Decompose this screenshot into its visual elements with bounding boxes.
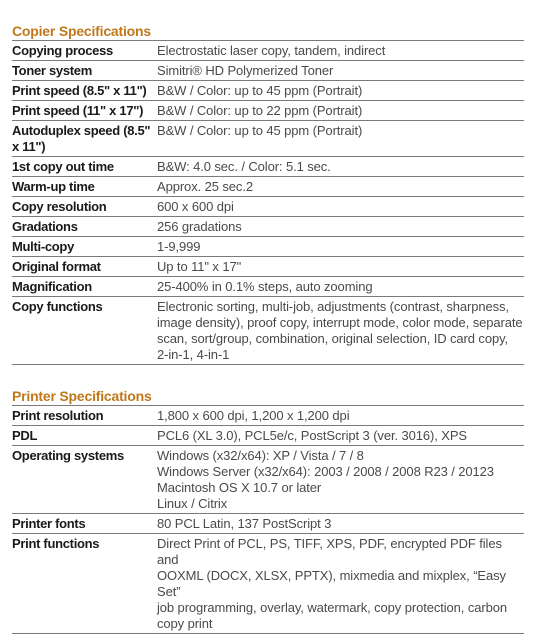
spec-label: Gradations (12, 219, 78, 234)
spec-value-line: 1-9,999 (157, 239, 201, 254)
spec-row-gradations (12, 217, 524, 237)
spec-value (157, 101, 524, 121)
spec-value-line: 80 PCL Latin, 137 PostScript 3 (157, 516, 332, 531)
spec-value-line: image density), proof copy, interrupt mode, color mode, separate (157, 315, 523, 330)
spec-value (157, 277, 524, 297)
spec-value (157, 534, 524, 634)
spec-row-operating-systems (12, 446, 524, 514)
spec-row-print-functions (12, 534, 524, 634)
spec-row-printer-fonts (12, 514, 524, 534)
spec-value-line: Up to 11" x 17" (157, 259, 242, 274)
spec-label: Printer fonts (12, 516, 86, 531)
spec-label: Copy functions (12, 299, 103, 314)
spec-value (157, 446, 524, 514)
spec-value-line: Windows Server (x32/x64): 2003 / 2008 / 2008 R23 / 20123 (157, 464, 494, 479)
spec-value (157, 514, 524, 534)
spec-value-line: Electronic sorting, multi-job, adjustments (contrast, sharpness, (157, 299, 509, 314)
spec-label: Print functions (12, 536, 100, 551)
printer-specifications-table (12, 405, 524, 634)
spec-label: 1st copy out time (12, 159, 114, 174)
spec-value-line: 256 gradations (157, 219, 242, 234)
spec-row-print-speed-11-x-17 (12, 101, 524, 121)
spec-value-line: Simitri® HD Polymerized Toner (157, 63, 334, 78)
spec-row-autoduplex-speed-8-5-x-11 (12, 121, 524, 157)
spec-row-multi-copy (12, 237, 524, 257)
spec-label: Warm-up time (12, 179, 95, 194)
spec-label: Print speed (8.5" x 11") (12, 83, 147, 98)
spec-label: Copying process (12, 43, 113, 58)
spec-row-magnification (12, 277, 524, 297)
spec-row-copy-functions (12, 297, 524, 365)
spec-value-line: OOXML (DOCX, XLSX, PPTX), mixmedia and mixplex, “Easy Set” (157, 568, 506, 599)
spec-row-print-speed-8-5-x-11 (12, 81, 524, 101)
spec-label: Operating systems (12, 448, 124, 463)
spec-value-line: B&W / Color: up to 45 ppm (Portrait) (157, 123, 363, 138)
spec-value-line: Electrostatic laser copy, tandem, indirect (157, 43, 386, 58)
spec-value-line: Macintosh OS X 10.7 or later (157, 480, 322, 495)
spec-row-warm-up-time (12, 177, 524, 197)
spec-value-line: Linux / Citrix (157, 496, 228, 511)
spec-value-line: Windows (x32/x64): XP / Vista / 7 / 8 (157, 448, 364, 463)
spec-value-line: Approx. 25 sec.2 (157, 179, 253, 194)
spec-value-line: 25-400% in 0.1% steps, auto zooming (157, 279, 373, 294)
spec-value (157, 177, 524, 197)
spec-value (157, 121, 524, 157)
spec-label: Autoduplex speed (8.5" x 11") (12, 123, 151, 154)
copier-specifications-table (12, 40, 524, 365)
spec-label: Multi-copy (12, 239, 74, 254)
spec-row-pdl (12, 426, 524, 446)
spec-value-line: scan, sort/group, combination, original selection, ID card copy, (157, 331, 509, 346)
spec-row-print-resolution (12, 406, 524, 426)
spec-value-line: B&W / Color: up to 45 ppm (Portrait) (157, 83, 363, 98)
spec-row-1st-copy-out-time (12, 157, 524, 177)
spec-value (157, 426, 524, 446)
spec-label: Original format (12, 259, 101, 274)
spec-row-copy-resolution (12, 197, 524, 217)
spec-label: PDL (12, 428, 38, 443)
spec-row-copying-process (12, 41, 524, 61)
spec-value (157, 406, 524, 426)
spec-value-line: 600 x 600 dpi (157, 199, 234, 214)
spec-value-line: Direct Print of PCL, PS, TIFF, XPS, PDF, encrypted PDF files and (157, 536, 502, 567)
spec-value-line: 1,800 x 600 dpi, 1,200 x 1,200 dpi (157, 408, 350, 423)
spec-value (157, 61, 524, 81)
spec-value-line: copy print (157, 616, 213, 631)
spec-label: Magnification (12, 279, 92, 294)
spec-value-line: 2-in-1, 4-in-1 (157, 347, 230, 362)
spec-value (157, 257, 524, 277)
spec-value (157, 81, 524, 101)
spec-label: Toner system (12, 63, 92, 78)
spec-value-line: PCL6 (XL 3.0), PCL5e/c, PostScript 3 (ver. 3016), XPS (157, 428, 467, 443)
spec-row-toner-system (12, 61, 524, 81)
spec-value-line: B&W: 4.0 sec. / Color: 5.1 sec. (157, 159, 331, 174)
spec-label: Copy resolution (12, 199, 107, 214)
spec-value-line: B&W / Color: up to 22 ppm (Portrait) (157, 103, 363, 118)
spec-value (157, 237, 524, 257)
spec-value-line: job programming, overlay, watermark, copy protection, carbon (157, 600, 507, 615)
spec-sheet (12, 22, 524, 634)
spec-value (157, 197, 524, 217)
spec-label: Print speed (11" x 17") (12, 103, 144, 118)
spec-row-original-format (12, 257, 524, 277)
spec-value (157, 41, 524, 61)
copier-specifications-title: Copier Specifications (12, 23, 151, 39)
spec-value (157, 217, 524, 237)
spec-value (157, 297, 524, 365)
spec-label: Print resolution (12, 408, 104, 423)
printer-specifications-title: Printer Specifications (12, 388, 152, 404)
spec-value (157, 157, 524, 177)
